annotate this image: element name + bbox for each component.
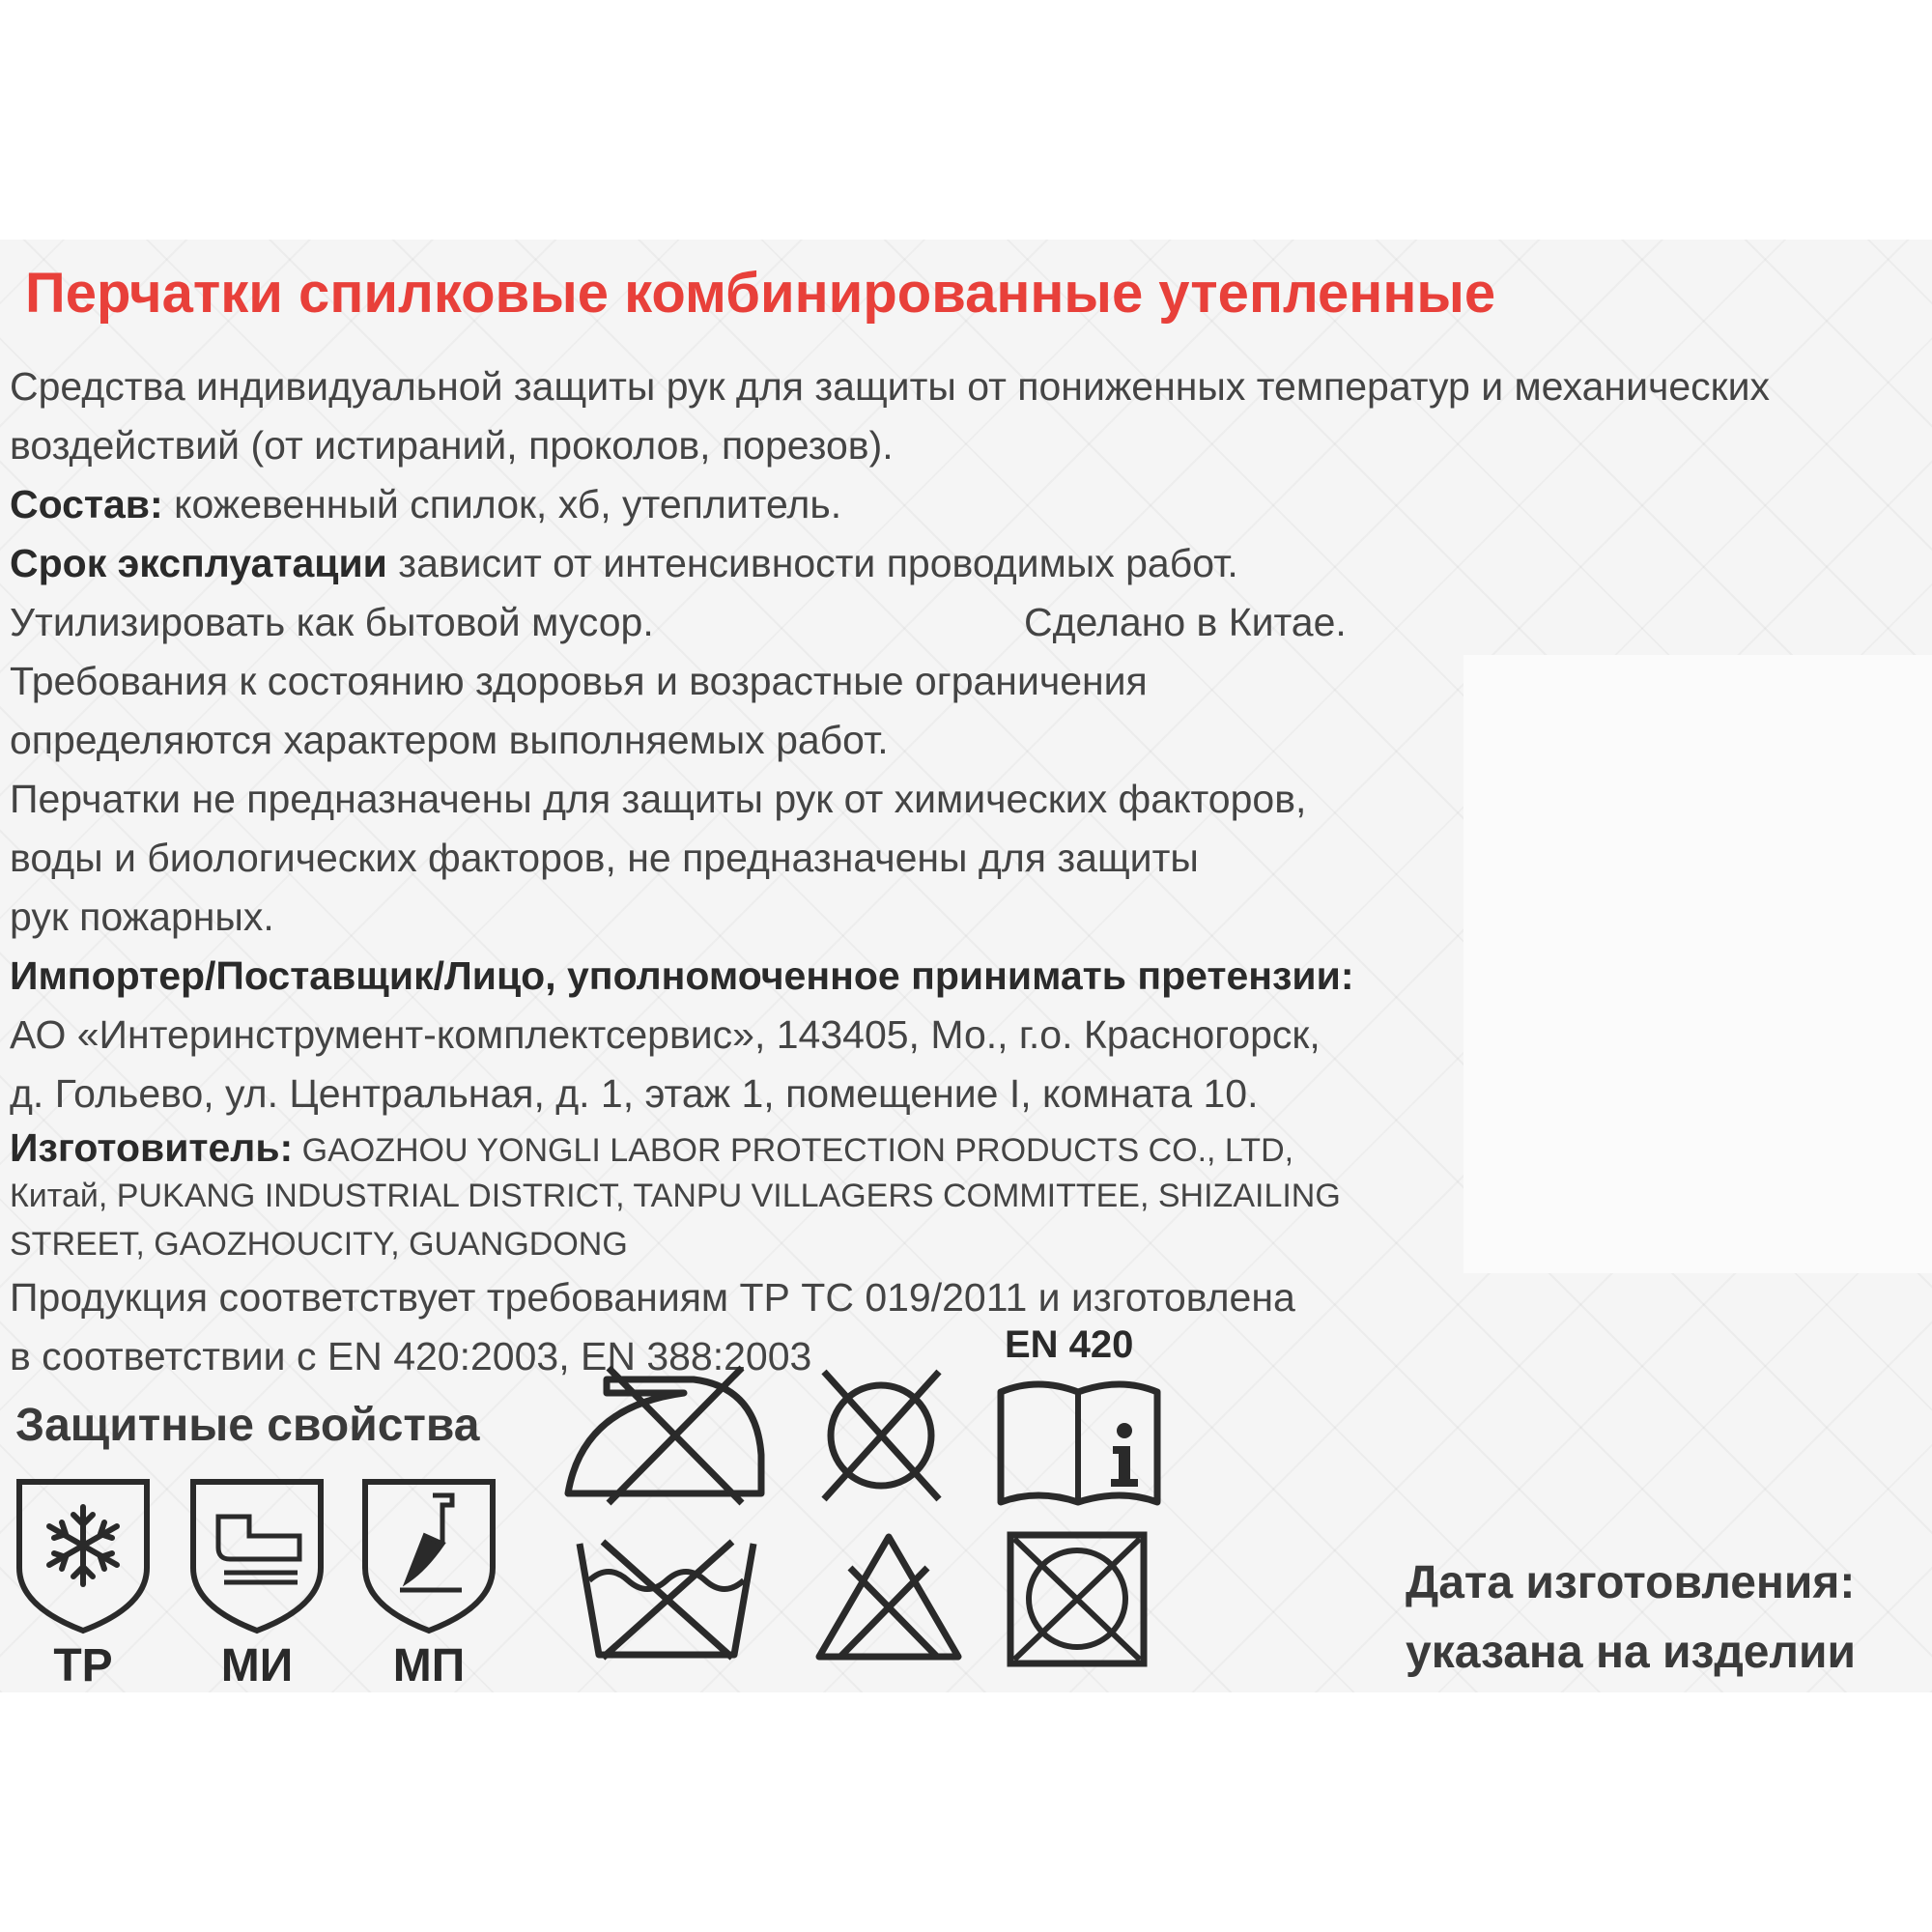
care-symbol <box>811 1529 966 1669</box>
protective-properties-title: Защитные свойства <box>15 1400 480 1451</box>
manufacture-date-value: указана на изделии <box>1406 1627 1857 1678</box>
service-life-value: зависит от интенсивности проводимых работ. <box>398 541 1238 585</box>
protection-item <box>361 1476 497 1692</box>
description-line: воздействий (от истираний, проколов, порезов). <box>10 423 894 468</box>
description-line: Средства индивидуальной защиты рук для защиты от пониженных температур и механических <box>10 364 1770 409</box>
compliance-line: Продукция соответствует требованиям ТР ТС 019/2011 и изготовлена <box>10 1275 1295 1320</box>
importer-label-line <box>10 947 1903 1006</box>
disposal-text: Утилизировать как бытовой мусор. <box>10 600 654 644</box>
do-not-bleach-icon <box>811 1529 966 1664</box>
manufacture-date <box>1406 1548 1856 1688</box>
do-not-wash-icon <box>570 1534 763 1664</box>
care-symbol <box>816 1360 947 1510</box>
made-in-text: Сделано в Китае. <box>1024 600 1347 644</box>
importer-label: Импортер/Поставщик/Лицо, уполномоченное принимать претензии: <box>10 953 1354 998</box>
care-symbol <box>995 1375 1164 1515</box>
requirements-line: Требования к состоянию здоровья и возрастные ограничения <box>10 659 1148 703</box>
importer-address-line: АО «Интеринструмент-комплектсервис», 143405, Мо., г.о. Красногорск, <box>10 1012 1321 1057</box>
requirements-line: определяются характером выполняемых работ. <box>10 718 889 762</box>
product-title: Перчатки спилковые комбинированные утепленные <box>25 262 1496 325</box>
en-standard-label: EN 420 <box>1005 1323 1134 1366</box>
cut-shield-icon <box>361 1476 497 1635</box>
do-not-dry-clean-icon <box>816 1360 947 1505</box>
care-symbol <box>1005 1529 1150 1674</box>
protection-item <box>15 1476 151 1692</box>
compliance-line: в соответствии с EN 420:2003, EN 388:2003 <box>10 1334 812 1378</box>
manufacturer-label: Изготовитель: <box>10 1125 294 1170</box>
do-not-iron-icon <box>558 1358 771 1508</box>
composition-label: Состав: <box>10 482 163 526</box>
manufacturer-address-line: Китай, PUKANG INDUSTRIAL DISTRICT, TANPU VILLAGERS COMMITTEE, SHIZAILING <box>10 1178 1341 1214</box>
protection-code: МИ <box>220 1640 294 1691</box>
snowflake-shield-icon <box>15 1476 151 1635</box>
abrasion-shield-icon <box>189 1476 325 1635</box>
manufacturer-address-line: STREET, GAOZHOUCITY, GUANGDONG <box>10 1226 628 1263</box>
not-intended-line: рук пожарных. <box>10 895 274 939</box>
composition-value: кожевенный спилок, хб, утеплитель. <box>174 482 842 526</box>
manufacturer-name: GAOZHOU YONGLI LABOR PROTECTION PRODUCTS CO., LTD, <box>301 1132 1294 1169</box>
label-text <box>10 357 1903 1386</box>
do-not-tumble-dry-icon <box>1005 1529 1150 1669</box>
service-life-label: Срок эксплуатации <box>10 541 387 585</box>
not-intended-line: воды и биологических факторов, не предназначены для защиты <box>10 836 1199 880</box>
manufacturer-line <box>10 1123 1903 1172</box>
importer-address-line: д. Гольево, ул. Центральная, д. 1, этаж 1, помещение I, комната 10. <box>10 1071 1259 1116</box>
read-instructions-icon <box>995 1375 1164 1510</box>
service-life-line <box>10 534 1903 593</box>
manufacture-date-label: Дата изготовления: <box>1406 1557 1856 1608</box>
protection-item <box>189 1476 325 1692</box>
disposal-line <box>10 593 1903 652</box>
not-intended-line: Перчатки не предназначены для защиты рук от химических факторов, <box>10 777 1307 821</box>
care-symbol <box>570 1534 763 1669</box>
product-label <box>0 240 1932 1692</box>
protection-code: МП <box>392 1640 466 1691</box>
composition-line <box>10 475 1903 534</box>
care-symbol <box>558 1358 771 1513</box>
protection-code: ТР <box>53 1640 113 1691</box>
